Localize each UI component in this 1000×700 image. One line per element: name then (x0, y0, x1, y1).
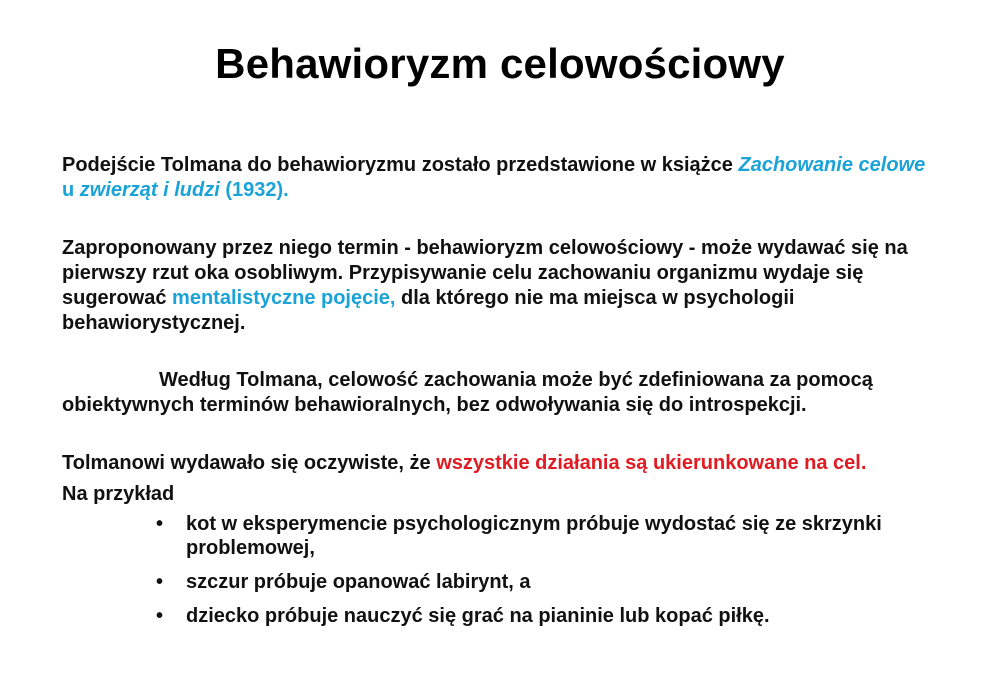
book-year: (1932). (219, 179, 289, 201)
paragraph-text: dla którego nie ma miejsca w psychologii behawiorystycznej. (62, 287, 795, 334)
list-item (150, 570, 950, 594)
book-title-part-2: zwierząt i ludzi (79, 179, 220, 201)
list-item-text: dziecko próbuje nauczyć się grać na pianinie lub kopać piłkę. (186, 605, 770, 627)
list-item-text: szczur próbuje opanować labirynt, a (186, 571, 531, 593)
paragraph-text: Zaproponowany przez niego termin - behawioryzm celowościowy - może wydawać się na pierwszy rzut oka osobliwym. Przypisywanie celu zachowaniu organizmu wydaje się sugerować (62, 237, 908, 309)
paragraph-text: Według Tolmana, celowość zachowania może być zdefiniowana za pomocą obiektywnych terminów behawioralnych, bez odwoływania się do introspekcji. (62, 369, 873, 416)
book-title-connector: u (62, 179, 80, 201)
bullet-icon: • (156, 513, 164, 535)
paragraph-text: Tolmanowi wydawało się oczywiste, że (62, 452, 437, 474)
highlight-goal-directed: wszystkie działania są ukierunkowane na cel. (436, 452, 867, 474)
paragraph-for-example: Na przykład (62, 483, 175, 505)
list-item (150, 512, 950, 560)
paragraph-text: Podejście Tolmana do behawioryzmu zostało przedstawione w książce (62, 154, 739, 176)
example-list (150, 512, 950, 638)
paragraph-tolman-definition (62, 368, 942, 418)
slide-title: Behawioryzm celowościowy (215, 40, 785, 87)
list-item-text: kot w eksperymencie psychologicznym próbuje wydostać się ze skrzynki problemowej, (186, 513, 882, 559)
paragraph-goal-directed (62, 451, 942, 476)
bullet-icon: • (156, 605, 164, 627)
paragraph-book-reference (62, 153, 942, 203)
highlight-mentalistic: mentalistyczne pojęcie, (172, 287, 396, 309)
book-title-part-1: Zachowanie celowe (738, 154, 926, 176)
bullet-icon: • (156, 571, 164, 593)
paragraph-term-explanation (62, 236, 942, 336)
list-item (150, 604, 950, 628)
